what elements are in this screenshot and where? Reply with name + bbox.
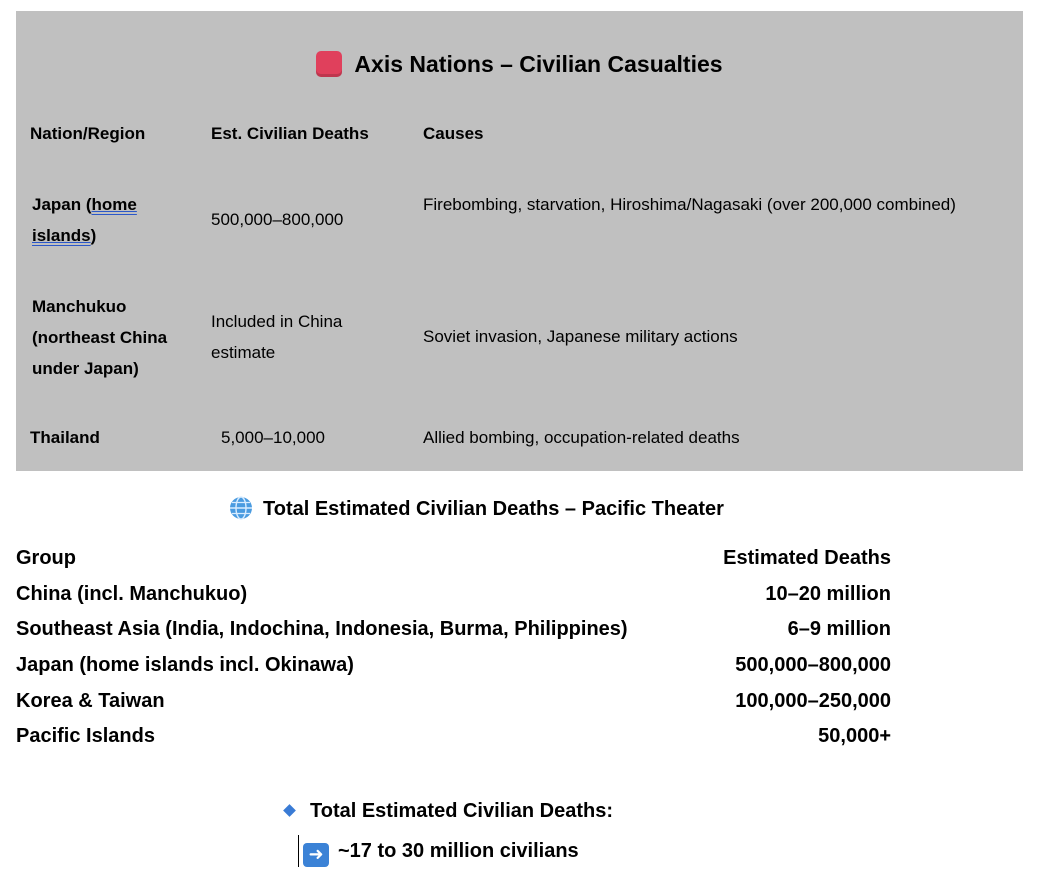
totals-header-row bbox=[16, 547, 891, 577]
group-cell: Southeast Asia (India, Indochina, Indonesia, Burma, Philippines) bbox=[16, 618, 628, 640]
table-row-deaths: Included in China estimate bbox=[211, 312, 343, 362]
table-row bbox=[16, 690, 891, 720]
table-row-nation: Thailand bbox=[30, 428, 100, 447]
red-square-icon bbox=[316, 51, 342, 77]
summary-value: ➜ ~17 to 30 million civilians bbox=[303, 840, 579, 867]
deaths-cell: 500,000–800,000 bbox=[735, 654, 891, 676]
deaths-cell: 50,000+ bbox=[818, 725, 891, 747]
group-cell: Pacific Islands bbox=[16, 725, 155, 747]
group-cell: Japan (home islands incl. Okinawa) bbox=[16, 654, 354, 676]
group-cell: Korea & Taiwan bbox=[16, 690, 165, 712]
table-row-causes: Soviet invasion, Japanese military actions bbox=[423, 327, 738, 346]
table-row bbox=[16, 725, 891, 755]
col-group-header: Group bbox=[16, 547, 76, 569]
header-deaths: Est. Civilian Deaths bbox=[211, 124, 369, 143]
table-row-nation: Manchukuo (northeast China under Japan) bbox=[32, 297, 168, 378]
home-islands-link[interactable]: home islands bbox=[32, 195, 137, 245]
table-row-causes: Firebombing, starvation, Hiroshima/Nagasaki (over 200,000 combined) bbox=[423, 195, 956, 214]
group-cell: China (incl. Manchukuo) bbox=[16, 583, 248, 605]
axis-casualties-panel bbox=[16, 11, 1023, 471]
blue-diamond-icon bbox=[283, 804, 296, 817]
axis-table-title: Axis Nations – Civilian Casualties bbox=[16, 51, 1023, 78]
table-row-nation: Japan (home islands) bbox=[32, 195, 137, 245]
deaths-cell: 10–20 million bbox=[765, 583, 891, 605]
globe-icon bbox=[229, 496, 253, 520]
text-cursor bbox=[298, 835, 299, 867]
deaths-cell: 100,000–250,000 bbox=[735, 690, 891, 712]
header-nation: Nation/Region bbox=[30, 124, 146, 143]
col-deaths-header: Estimated Deaths bbox=[723, 547, 891, 569]
table-row bbox=[16, 654, 891, 684]
right-arrow-icon: ➜ bbox=[303, 843, 329, 867]
table-row bbox=[16, 583, 891, 613]
header-causes: Causes bbox=[423, 124, 484, 143]
table-row-causes: Allied bombing, occupation-related deaths bbox=[423, 428, 740, 447]
totals-heading: Total Estimated Civilian Deaths – Pacific Theater bbox=[229, 496, 724, 521]
deaths-cell: 6–9 million bbox=[787, 618, 891, 640]
table-row-deaths: 500,000–800,000 bbox=[211, 210, 344, 229]
table-row bbox=[16, 618, 891, 648]
table-row-deaths: 5,000–10,000 bbox=[221, 428, 325, 447]
summary-label: Total Estimated Civilian Deaths: bbox=[283, 800, 613, 823]
